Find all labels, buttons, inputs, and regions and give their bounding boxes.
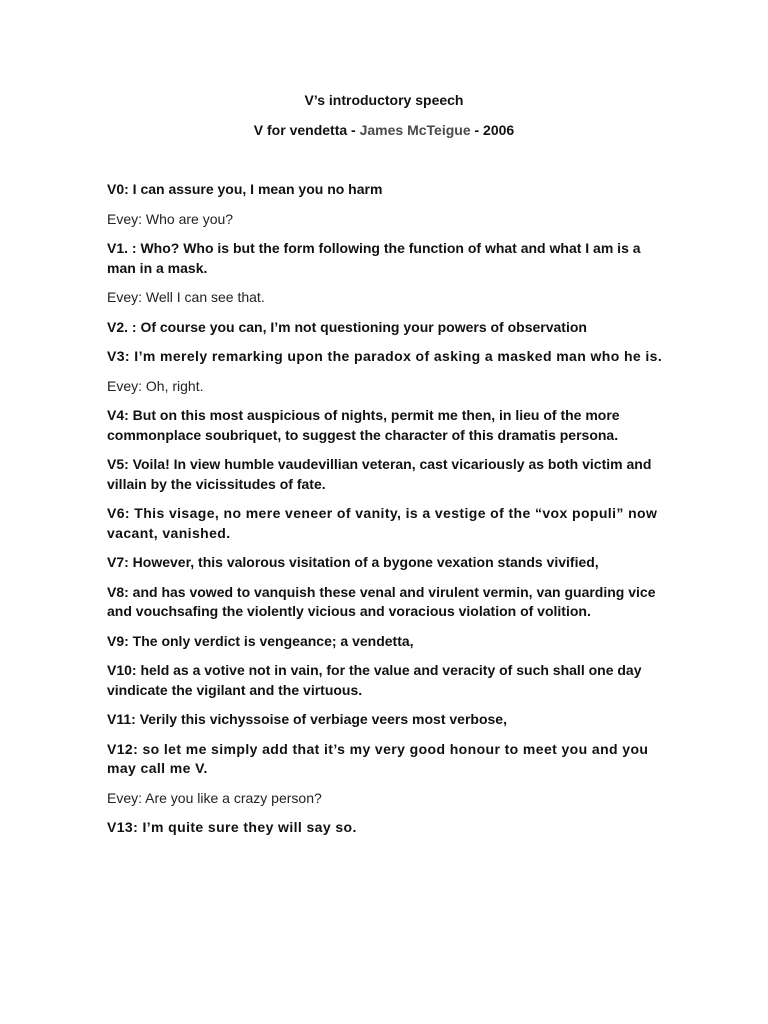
dialogue-line-v3: V3: I’m merely remarking upon the paradox of asking a masked man who he is. [107,348,663,364]
dialogue-line-v8: V8: and has vowed to vanquish these venal and virulent vermin, van guarding vice and vouchsafing the violently vicious and voracious violation of volition. [107,583,656,619]
dialogue-line-v7: V7: However, this valorous visitation of a bygone vexation stands vivified, [107,554,599,570]
dialogue-line-evey-4: Evey: Are you like a crazy person? [107,789,322,806]
dialogue-line-v11: V11: Verily this vichyssoise of verbiage veers most verbose, [107,711,507,727]
dialogue-line-evey-2: Evey: Well I can see that. [107,289,265,305]
dialogue-line-v0: V0: I can assure you, I mean you no harm [107,181,383,197]
subtitle-year: - 2006 [470,122,515,138]
dialogue-line-evey-3: Evey: Oh, right. [107,377,204,394]
subtitle-film: V for vendetta - [253,122,360,138]
subtitle-director: James McTeigue [359,122,471,138]
dialogue-line-v4: V4: But on this most auspicious of nights, permit me then, in lieu of the more commonplace soubriquet, to suggest the character of this dramatis persona. [107,407,620,443]
dialogue-line-v9: V9: The only verdict is vengeance; a vendetta, [107,632,414,649]
dialogue-line-v1: V1. : Who? Who is but the form following the function of what and what I am is a man in a mask. [107,240,641,276]
dialogue-line-v13: V13: I’m quite sure they will say so. [107,819,357,835]
dialogue-line-v2: V2. : Of course you can, I’m not questioning your powers of observation [107,318,587,335]
document-title: V’s introductory speech [304,92,464,108]
dialogue-line-evey-1: Evey: Who are you? [107,210,234,227]
dialogue-line-v10: V10: held as a votive not in vain, for the value and veracity of such shall one day vindicate the vigilant and the virtuous. [107,662,642,698]
dialogue-line-v12: V12: so let me simply add that it’s my very good honour to meet you and you may call me V. [107,740,649,776]
dialogue-line-v6: V6: This visage, no mere veneer of vanity, is a vestige of the “vox populi” now vacant, vanished. [107,505,658,541]
dialogue-line-v5: V5: Voila! In view humble vaudevillian veteran, cast vicariously as both victim and villain by the vicissitudes of fate. [107,456,652,492]
dialogue-body [107,180,667,848]
document-subtitle [0,122,768,138]
